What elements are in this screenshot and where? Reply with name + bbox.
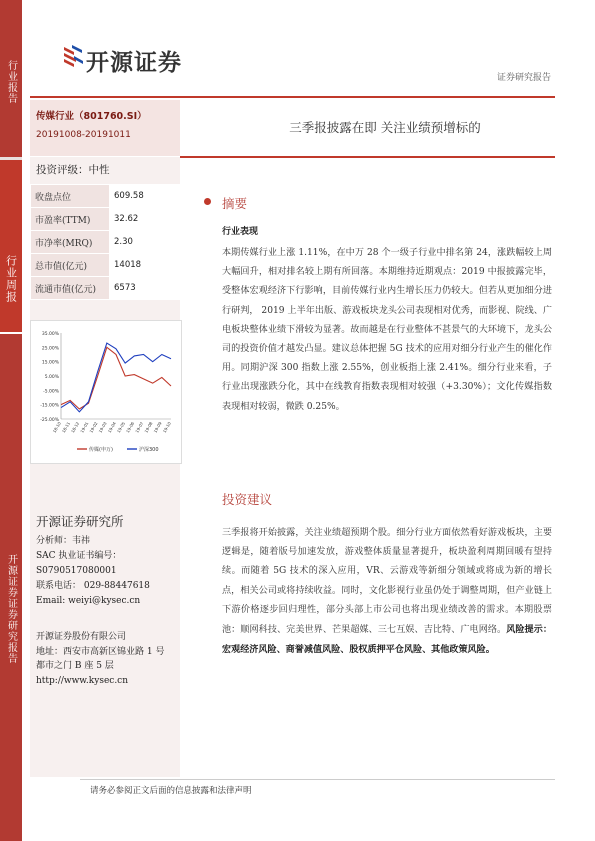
- x-tick-label: 19-01: [79, 421, 90, 434]
- x-tick-label: 19-08: [143, 421, 154, 434]
- analyst-name: 分析师：韦祎: [36, 536, 91, 546]
- advice-paragraph: [222, 524, 552, 660]
- performance-text: 本期传媒行业上涨 1.11%，在中万 28 个一级子行业中排名第 24，涨跌幅较上周大幅回升，相对排名较上期有所回落。本期维持近期观点：2019 中报披露完毕，受整体宏观经济下行影响，目前传媒行业内生增长压力仍较大。但若从更加细分进行研判， 2019 上半年出版、游戏板块龙头公司表现相对优秀，而影视、院线、广电板块整体业绩下滑较为显著。故而越是在行业整体不甚景气的大环境下，龙头公司的投资价值才越发凸显。建议总体把握 5G 技术的应用对细分行业产生的催化作用。同期沪深 300 指数上涨 2.55%，创业板指上涨 2.41%。细分行业来看，子行业出现涨跌分化，其中在线教育指数表现相对较强（+3.30%）；文化传媒指数表现相对较弱，微跌 0.25%。: [222, 248, 552, 412]
- advice-text: 三季报将开始披露，关注业绩超预期个股。细分行业方面依然看好游戏板块，主要逻辑是，随着版号加速发放，游戏整体质量显著提升，板块盈利周期回暖有望持续。而随着 5G 技术的深入应用，VR、云游戏等新细分领域或将成为新的增长点，相关公司或将持续收益。同时，文化影视行业虽仍处于调整周期，但产业链上下游价格逐步回归理性，部分头部上市公司也将出现业绩改善的需求。本期股票池：顺网科技、完美世界、芒果超媒、三七互娱、吉比特、广电网络。: [222, 528, 552, 636]
- y-tick-label: 25.00%: [41, 346, 59, 352]
- market-value: 6573: [110, 277, 180, 300]
- x-tick-label: 19-05: [115, 421, 127, 434]
- x-tick-label: 18-10: [51, 421, 62, 434]
- analyst-phone: 联系电话： 029-88447618: [36, 581, 150, 591]
- x-tick-label: 19-09: [152, 421, 163, 434]
- x-tick-label: 19-07: [134, 421, 145, 434]
- market-table: [30, 184, 180, 300]
- legend-label: 沪深300: [139, 447, 159, 453]
- x-tick-label: 18-11: [60, 421, 72, 434]
- advice-heading: 投资建议: [222, 492, 273, 507]
- x-tick-label: 18-12: [70, 421, 81, 434]
- series-line: [61, 347, 171, 409]
- side-tab-research: 开源证券证券研究报告: [0, 334, 22, 841]
- analyst-cert-label: SAC 执业证书编号：: [36, 551, 122, 561]
- risk-text: 风险提示：宏观经济风险、商誉减值风险、股权质押平仓风险、其他政策风险。: [222, 624, 552, 656]
- y-tick-label: 35.00%: [41, 332, 59, 337]
- market-value: 609.58: [110, 185, 180, 208]
- price-chart: [30, 320, 182, 464]
- x-tick-label: 19-02: [88, 421, 99, 434]
- company-address-1: 地址：西安市高新区锦业路 1 号: [36, 646, 165, 657]
- table-row: [31, 254, 180, 277]
- report-type: 证券研究报告: [496, 73, 551, 83]
- y-tick-label: -15.00%: [40, 403, 59, 409]
- brand-name: 开源证券: [86, 50, 182, 76]
- table-row: [31, 277, 180, 300]
- side-tab-weekly: 行业周报: [0, 157, 22, 332]
- company-url[interactable]: http://www.kysec.cn: [36, 675, 129, 686]
- side-tab-report: 行业报告: [0, 0, 22, 157]
- legend-label: 传媒(申万): [89, 447, 113, 453]
- date-range: 20191008-20191011: [36, 130, 131, 140]
- y-tick-label: -25.00%: [40, 418, 59, 423]
- market-label: 市净率(MRQ): [31, 231, 110, 254]
- industry-code: 传媒行业（801760.SI）: [36, 111, 147, 122]
- analyst-email[interactable]: Email: weiyi@kysec.cn: [36, 596, 141, 606]
- footer-divider: [80, 779, 555, 780]
- y-tick-label: 15.00%: [41, 360, 59, 366]
- analyst-contact: [36, 534, 150, 609]
- market-value: 2.30: [110, 231, 180, 254]
- table-row: [31, 231, 180, 254]
- brand-logo-icon: [62, 44, 84, 70]
- company-name: 开源证券股份有限公司: [36, 632, 127, 642]
- series-line: [61, 343, 171, 412]
- analyst-cert: S0790517080001: [36, 566, 117, 576]
- market-value: 32.62: [110, 208, 180, 231]
- footer-disclaimer: 请务必参阅正文后面的信息披露和法律声明: [90, 786, 252, 796]
- table-row: [31, 185, 180, 208]
- y-tick-label: -5.00%: [43, 389, 59, 395]
- market-label: 总市值(亿元): [31, 254, 110, 277]
- title-divider: [180, 156, 555, 158]
- x-tick-label: 19-10: [161, 421, 172, 434]
- x-tick-label: 19-06: [125, 421, 136, 434]
- performance-heading: 行业表现: [222, 227, 259, 237]
- institute-name: 开源证券研究所: [36, 514, 124, 529]
- bullet-icon: [204, 198, 211, 205]
- company-info: [36, 630, 164, 688]
- page-title: 三季报披露在即 关注业绩预增标的: [289, 120, 481, 135]
- table-row: [31, 208, 180, 231]
- y-tick-label: 5.00%: [44, 375, 59, 380]
- market-label: 市盈率(TTM): [31, 208, 110, 231]
- rating: 投资评级：中性: [36, 164, 110, 176]
- price-chart-svg: [31, 321, 181, 463]
- market-label: 流通市值(亿元): [31, 277, 110, 300]
- company-address-2: 都市之门 B 座 5 层: [36, 661, 114, 671]
- market-value: 14018: [110, 254, 180, 277]
- x-tick-label: 19-03: [97, 421, 108, 434]
- market-label: 收盘点位: [31, 185, 110, 208]
- header-divider: [30, 96, 555, 98]
- x-tick-label: 19-04: [106, 421, 117, 434]
- summary-heading: 摘要: [222, 196, 248, 211]
